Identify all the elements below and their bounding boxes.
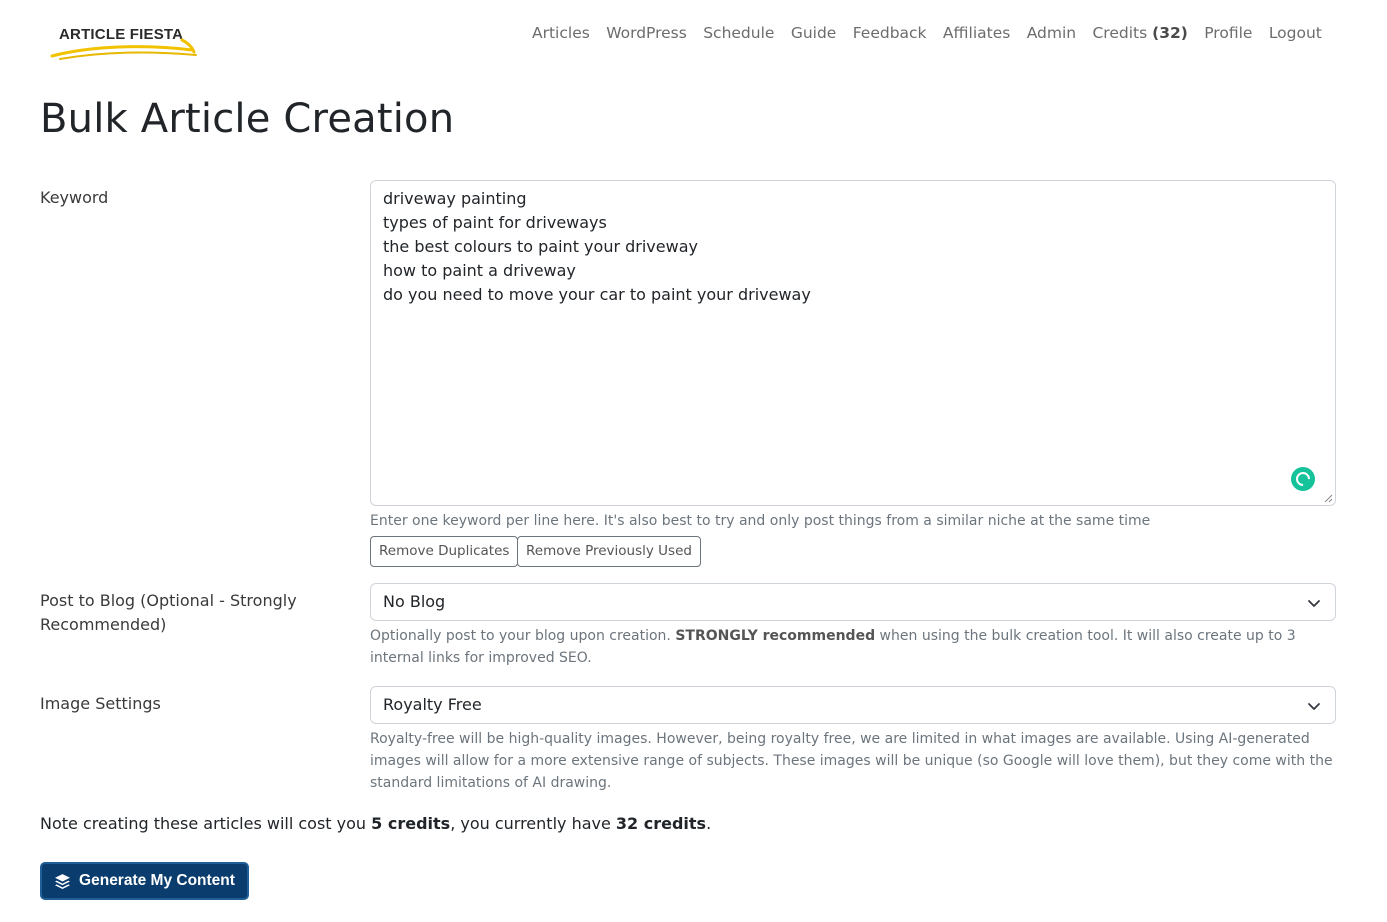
nav-affiliates[interactable]: Affiliates — [942, 24, 1011, 42]
remove-duplicates-button[interactable]: Remove Duplicates — [370, 536, 518, 567]
keyword-help: Enter one keyword per line here. It's also best to try and only post things from a similar niche at the same time — [370, 513, 1151, 529]
image-settings-select[interactable] — [370, 686, 1336, 724]
image-settings-label: Image Settings — [40, 694, 161, 713]
keyword-line: the best colours to paint your driveway — [383, 237, 698, 256]
cost-credits: 5 credits — [371, 814, 451, 833]
nav-schedule[interactable]: Schedule — [703, 24, 775, 42]
logo-swoosh-icon — [50, 34, 200, 62]
nav-credits-count: (32) — [1152, 24, 1188, 42]
nav-admin[interactable]: Admin — [1026, 24, 1077, 42]
nav-profile[interactable]: Profile — [1204, 24, 1253, 42]
blog-help-bold: STRONGLY recommended — [675, 628, 876, 644]
blog-select[interactable] — [370, 583, 1336, 621]
keyword-line: types of paint for driveways — [383, 213, 607, 232]
keyword-line: do you need to move your car to paint your driveway — [383, 285, 811, 304]
keyword-label: Keyword — [40, 188, 109, 207]
brand-name: ARTICLE FIESTA — [59, 26, 184, 43]
resize-handle-icon[interactable] — [1323, 493, 1333, 503]
cost-note — [40, 812, 711, 836]
nav-credits[interactable] — [1092, 24, 1187, 42]
keyword-line: driveway painting — [383, 189, 527, 208]
generate-content-button[interactable] — [40, 862, 249, 900]
blog-help — [370, 625, 1336, 669]
nav-credits-label: Credits — [1092, 24, 1148, 42]
chevron-down-icon — [1307, 699, 1321, 713]
chevron-down-icon — [1307, 596, 1321, 610]
blog-label: Post to Blog (Optional - Strongly Recommended) — [40, 591, 297, 634]
brand-logo[interactable] — [50, 22, 200, 62]
image-settings-help: Royalty-free will be high-quality images. However, being royalty free, we are limited in what images are available. Using AI-generated images will allow for a more extensive range of subjects. These images will be unique (so Google will love them), but they come with the standard limitations of AI drawing. — [370, 731, 1333, 791]
nav-articles[interactable]: Articles — [532, 24, 590, 42]
blog-help-post: when using the bulk creation tool. It will also create up to 3 internal links for improved SEO. — [370, 628, 1296, 666]
keyword-line: how to paint a driveway — [383, 261, 576, 280]
top-nav — [532, 24, 1322, 42]
nav-wordpress[interactable]: WordPress — [606, 24, 687, 42]
nav-logout[interactable]: Logout — [1268, 24, 1322, 42]
layers-icon — [54, 873, 71, 890]
cost-note-pre: Note creating these articles will cost you — [40, 814, 372, 833]
nav-guide[interactable]: Guide — [790, 24, 837, 42]
generate-content-label: Generate My Content — [79, 872, 235, 889]
remove-previously-used-button[interactable]: Remove Previously Used — [517, 536, 701, 567]
keyword-textarea[interactable] — [370, 180, 1336, 506]
blog-help-pre: Optionally post to your blog upon creation. — [370, 628, 676, 644]
blog-select-value: No Blog — [383, 592, 446, 611]
nav-feedback[interactable]: Feedback — [852, 24, 927, 42]
image-settings-value: Royalty Free — [383, 695, 482, 714]
grammarly-icon[interactable] — [1291, 467, 1315, 491]
cost-note-post: . — [706, 814, 712, 833]
cost-note-mid: , you currently have — [450, 814, 616, 833]
current-credits: 32 credits — [615, 814, 707, 833]
page-title: Bulk Article Creation — [40, 96, 455, 142]
